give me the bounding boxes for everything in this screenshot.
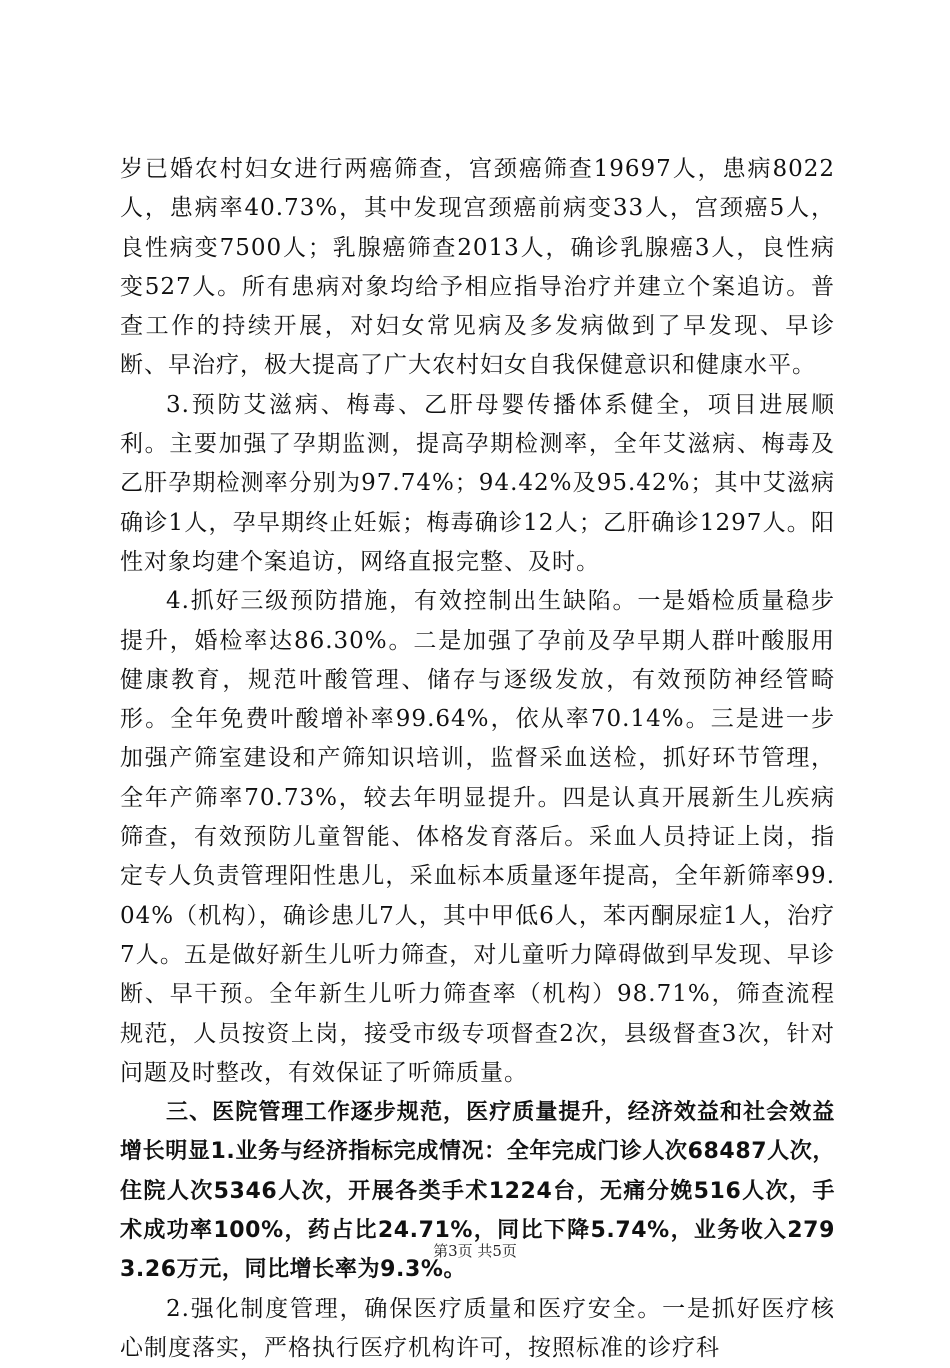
paragraph-birth-defect-prevention: 4.抓好三级预防措施，有效控制出生缺陷。一是婚检质量稳步提升，婚检率达86.30%。二是加强了孕前及孕早期人群叶酸服用健康教育，规范叶酸管理、储存与逐级发放，有效预防神经管畸形。全年免费叶酸增补率99.64%，依从率70.14%。三是进一步加强产筛室建设和产筛知识培训，监督采血送检，抓好环节管理，全年产筛率70.73%，较去年明显提升。四是认真开展新生儿疾病筛查，有效预防儿童智能、体格发育落后。采血人员持证上岗，指定专人负责管理阳性患儿，采血标本质量逐年提高，全年新筛率99.04%（机构），确诊患儿7人，其中甲低6人，苯丙酮尿症1人，治疗7人。五是做好新生儿听力筛查，对儿童听力障碍做到早发现、早诊断、早干预。全年新生儿听力筛查率（机构）98.71%，筛查流程规范，人员按资上岗，接受市级专项督查2次，县级督查3次，针对问题及时整改，有效保证了听筛质量。 — [120, 588, 835, 1086]
paragraph-hospital-management-heading: 三、医院管理工作逐步规范，医疗质量提升，经济效益和社会效益增长明显1.业务与经济指标完成情况：全年完成门诊人次68487人次，住院人次5346人次，开展各类手术1224台，无痛分娩516人次，手术成功率100%，药占比24.71%，同比下降5.74%，业务收入2793.26万元，同比增长率为9.3%。 — [120, 1100, 835, 1283]
paragraph-mother-child-transmission: 3.预防艾滋病、梅毒、乙肝母婴传播体系健全，项目进展顺利。主要加强了孕期监测，提高孕期检测率，全年艾滋病、梅毒及乙肝孕期检测率分别为97.74%；94.42%及95.42%；其中艾滋病确诊1人，孕早期终止妊娠；梅毒确诊12人；乙肝确诊1297人。阳性对象均建个案追访，网络直报完整、及时。 — [120, 391, 835, 575]
document-body — [120, 150, 835, 1368]
paragraph-cancer-screening: 岁已婚农村妇女进行两癌筛查，宫颈癌筛查19697人，患病8022人，患病率40.73%，其中发现宫颈癌前病变33人，宫颈癌5人，良性病变7500人；乳腺癌筛查2013人，确诊乳腺癌3人，良性病变527人。所有患病对象均给予相应指导治疗并建立个案追访。普查工作的持续开展，对妇女常见病及多发病做到了早发现、早诊断、早治疗，极大提高了广大农村妇女自我保健意识和健康水平。 — [120, 156, 835, 379]
paragraph-system-management: 2.强化制度管理，确保医疗质量和医疗安全。一是抓好医疗核心制度落实，严格执行医疗机构许可，按照标准的诊疗科 — [120, 1295, 835, 1361]
page-footer: 第3页 共5页 — [433, 1242, 517, 1260]
